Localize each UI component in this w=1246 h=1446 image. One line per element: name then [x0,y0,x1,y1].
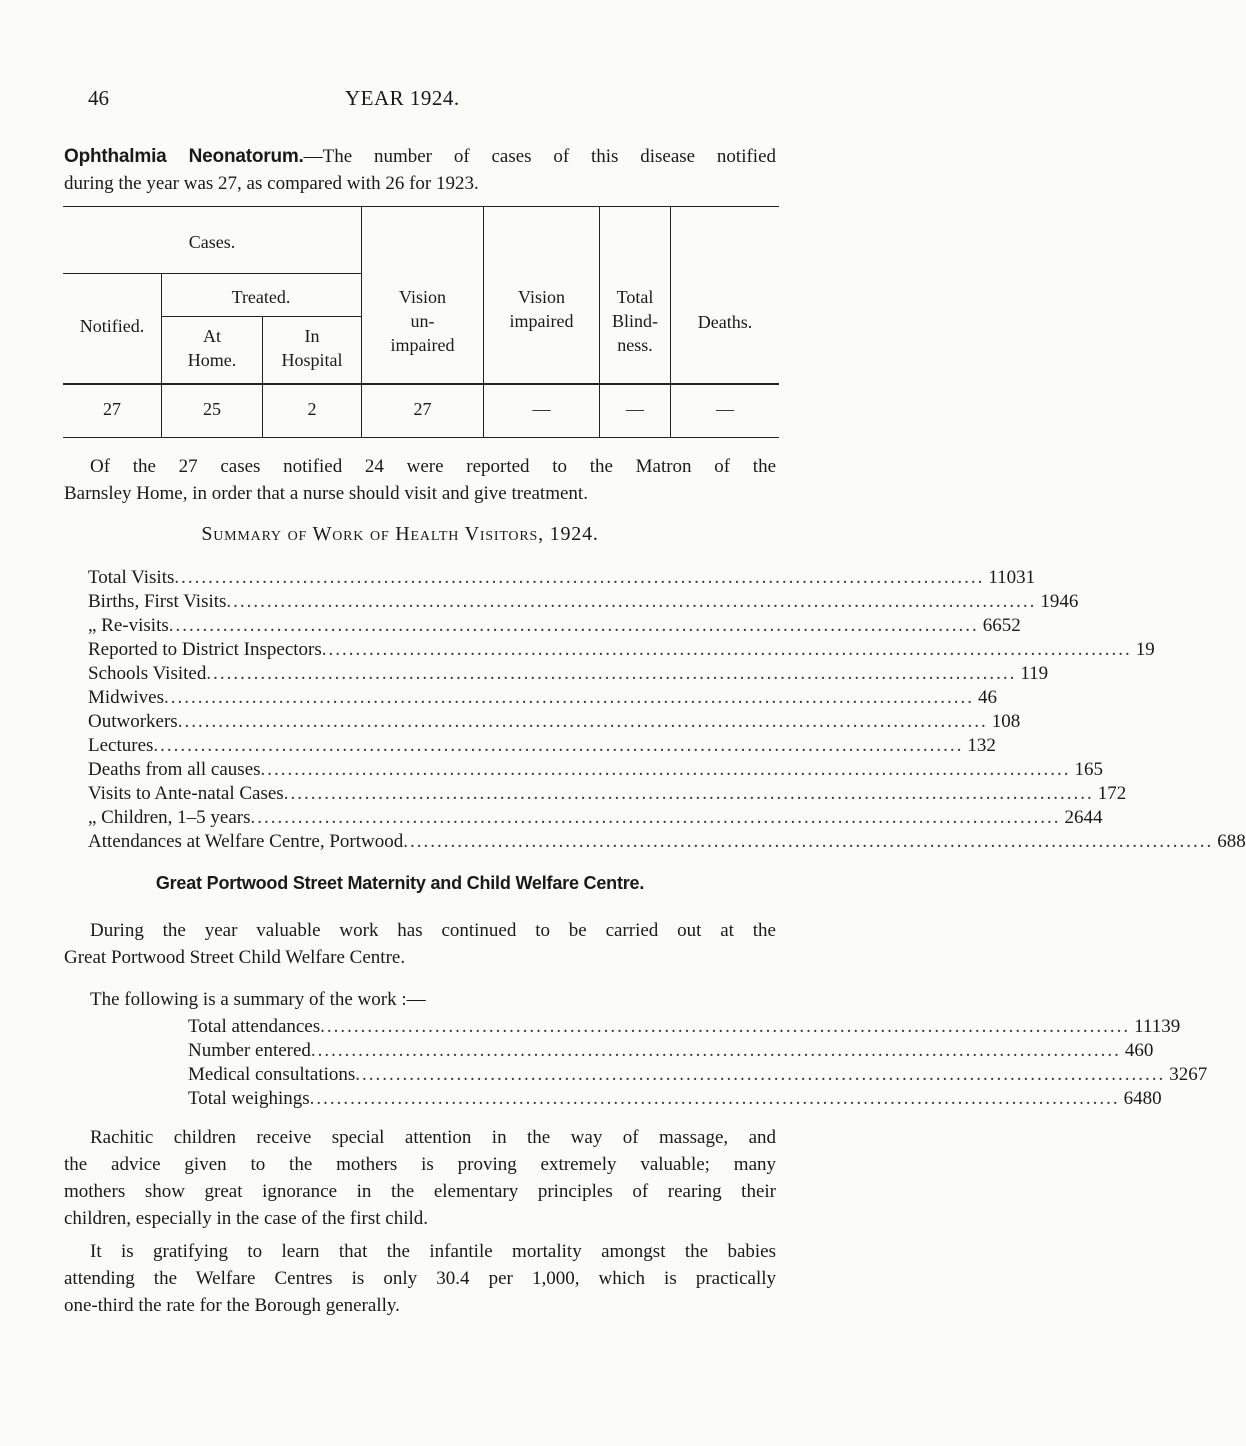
rachitic-line-1 [64,1124,776,1151]
vision-unimpaired-l2: un- [410,311,435,331]
leader-dots: ........................................................................................................................ [320,1016,1131,1037]
barnsley-text-2: Barnsley Home, in order that a nurse should visit and give treatment. [64,483,588,504]
summary-item-label: Births, First Visits [88,591,227,612]
centre-item-row [188,1040,1154,1064]
summary-item-label: Visits to Ante-natal Cases [88,783,284,804]
summary-item-label: Schools Visited [88,663,207,684]
centre-item-value: 3267 [1169,1064,1208,1085]
table-top-rule [63,206,779,207]
summary-item-label: Lectures [88,735,154,756]
total-blindness-l3: ness. [617,335,653,355]
mortality-text-3: one-third the rate for the Borough generally. [64,1295,400,1316]
centre-paragraph-1 [64,917,776,971]
centre-item-label: Medical consultations [188,1064,356,1085]
centre-paragraph-2: The following is a summary of the work :— [90,989,426,1010]
cases-header: Cases. [188,232,236,252]
centre-item-value: 6480 [1123,1088,1162,1109]
ophthalmia-table [63,206,779,438]
leader-dots: ........................................................................................................................ [174,567,985,588]
centre-p1-line-1 [64,917,776,944]
table-bottom-rule [63,437,779,438]
leader-dots: ........................................................................................................................ [250,807,1061,828]
summary-item-value: 165 [1074,759,1104,780]
mortality-text-1: It is gratifying to learn that the infantile mortality amongst the babies [90,1241,776,1262]
cell-total-blindness: — [626,399,644,419]
in-hospital-header-l1: In [304,326,320,346]
rachitic-text-4: children, especially in the case of the first child. [64,1208,429,1229]
centre-item-row [188,1088,1162,1112]
centre-item-value: 11139 [1134,1016,1181,1037]
at-home-header-l2: Home. [187,350,237,370]
total-blindness-l2: Blind- [611,311,658,331]
summary-item-row [88,759,1104,783]
summary-item-value: 46 [978,687,997,708]
centre-item-value: 460 [1124,1040,1154,1061]
cases-underline [63,273,361,274]
summary-item-label: „ Re-visits [88,615,169,636]
centre-p1-text-1: During the year valuable work has continued to be carried out at the [90,920,776,941]
centre-item-row [188,1016,1181,1040]
summary-item-row [88,591,1079,615]
centre-item-label: Total weighings [188,1088,310,1109]
in-hospital-header-l2: Hospital [281,350,343,370]
summary-heading: Summary of Work of Health Visitors, 1924. [201,523,599,545]
leader-dots: ........................................................................................................................ [164,687,974,708]
summary-item-row [88,783,1127,807]
cell-vision-impaired: — [532,399,551,419]
centre-list [188,1016,1208,1120]
leader-dots: ........................................................................................................................ [310,1040,1121,1061]
summary-item-label: Midwives [88,687,164,708]
at-home-header [162,324,262,372]
leader-dots: ........................................................................................................................ [226,591,1037,612]
centre-heading: Great Portwood Street Maternity and Child Welfare Centre. [155,873,645,893]
cell-in-hospital: 2 [307,399,317,419]
summary-item-row [88,687,997,711]
leader-dots: ........................................................................................................................ [321,639,1132,660]
summary-item-value: 119 [1020,663,1049,684]
leader-dots: ........................................................................................................................ [283,783,1094,804]
summary-item-row [88,807,1103,831]
ophthalmia-intro-text-2: during the year was 27, as compared with 26 for 1923. [64,173,479,194]
leader-dots: ........................................................................................................................ [168,615,979,636]
page-title: YEAR 1924. [345,86,460,110]
summary-item-value: 6652 [982,615,1021,636]
summary-item-label: Outworkers [88,711,178,732]
summary-item-label: Reported to District Inspectors [88,639,322,660]
summary-item-label: Attendances at Welfare Centre, Portwood [88,831,404,852]
barnsley-paragraph [64,453,776,507]
rachitic-text-2: the advice given to the mothers is proving extremely valuable; many [64,1154,776,1175]
leader-dots: ........................................................................................................................ [177,711,988,732]
summary-item-value: 11031 [988,567,1036,588]
leader-dots: ........................................................................................................................ [260,759,1071,780]
leader-dots: ........................................................................................................................ [403,831,1214,852]
vision-impaired-l1: Vision [518,287,565,307]
in-hospital-header [263,324,361,372]
ophthalmia-line-1 [64,143,776,170]
mortality-text-2: attending the Welfare Centres is only 30.4 per 1,000, which is practically [64,1268,776,1289]
summary-item-value: 132 [967,735,996,756]
mortality-line-1 [64,1238,776,1265]
vision-unimpaired-header [362,285,483,357]
centre-item-label: Number entered [188,1040,311,1061]
summary-item-value: 688 [1217,831,1246,852]
centre-item-label: Total attendances [188,1016,321,1037]
leader-dots: ........................................................................................................................ [309,1088,1120,1109]
barnsley-text-1: Of the 27 cases notified 24 were reported to the Matron of the [90,456,776,477]
summary-item-value: 1946 [1040,591,1079,612]
rachitic-paragraph [64,1124,776,1232]
vision-impaired-l2: impaired [509,311,574,331]
leader-dots: ........................................................................................................................ [206,663,1017,684]
summary-list [88,567,1246,857]
summary-item-label: Total Visits [88,567,175,588]
centre-p1-text-2: Great Portwood Street Child Welfare Centre. [64,947,406,968]
summary-item-value: 19 [1135,639,1155,660]
vision-unimpaired-l3: impaired [390,335,455,355]
header-bottom-rule [63,383,779,385]
running-head [0,86,800,116]
cell-deaths: — [716,399,734,419]
summary-item-row [88,711,1021,735]
cell-vision-unimpaired: 27 [413,399,432,419]
total-blindness-l1: Total [616,287,654,307]
leader-dots: ........................................................................................................................ [355,1064,1166,1085]
summary-item-row [88,567,1036,591]
summary-item-value: 172 [1097,783,1127,804]
ophthalmia-intro [64,143,776,197]
rachitic-text-3: mothers show great ignorance in the elementary principles of rearing their [64,1181,776,1202]
centre-item-row [188,1064,1208,1088]
deaths-header: Deaths. [697,312,753,332]
cell-notified: 27 [103,399,121,419]
page-number: 46 [88,86,109,110]
mortality-paragraph [64,1238,776,1319]
vision-impaired-header [484,285,599,333]
summary-item-label: „ Children, 1–5 years [88,807,251,828]
summary-item-row [88,831,1246,855]
rachitic-text-1: Rachitic children receive special attention in the way of massage, and [90,1127,776,1148]
leader-dots: ........................................................................................................................ [153,735,964,756]
summary-item-value: 108 [991,711,1021,732]
summary-item-row [88,663,1049,687]
treated-header: Treated. [231,287,291,307]
at-home-header-l1: At [203,326,221,346]
summary-item-row [88,639,1155,663]
vision-unimpaired-l1: Vision [399,287,446,307]
treated-underline [161,316,361,317]
ophthalmia-heading: Ophthalmia Neonatorum. [64,146,304,167]
ophthalmia-intro-text-1: —The number of cases of this disease notified [303,146,777,167]
summary-item-row [88,735,996,759]
barnsley-line-1 [64,453,776,480]
summary-item-label: Deaths from all causes [88,759,261,780]
cell-at-home: 25 [203,399,221,419]
summary-item-row [88,615,1021,639]
total-blindness-header [600,285,670,357]
notified-header: Notified. [79,316,145,336]
summary-item-value: 2644 [1064,807,1103,828]
